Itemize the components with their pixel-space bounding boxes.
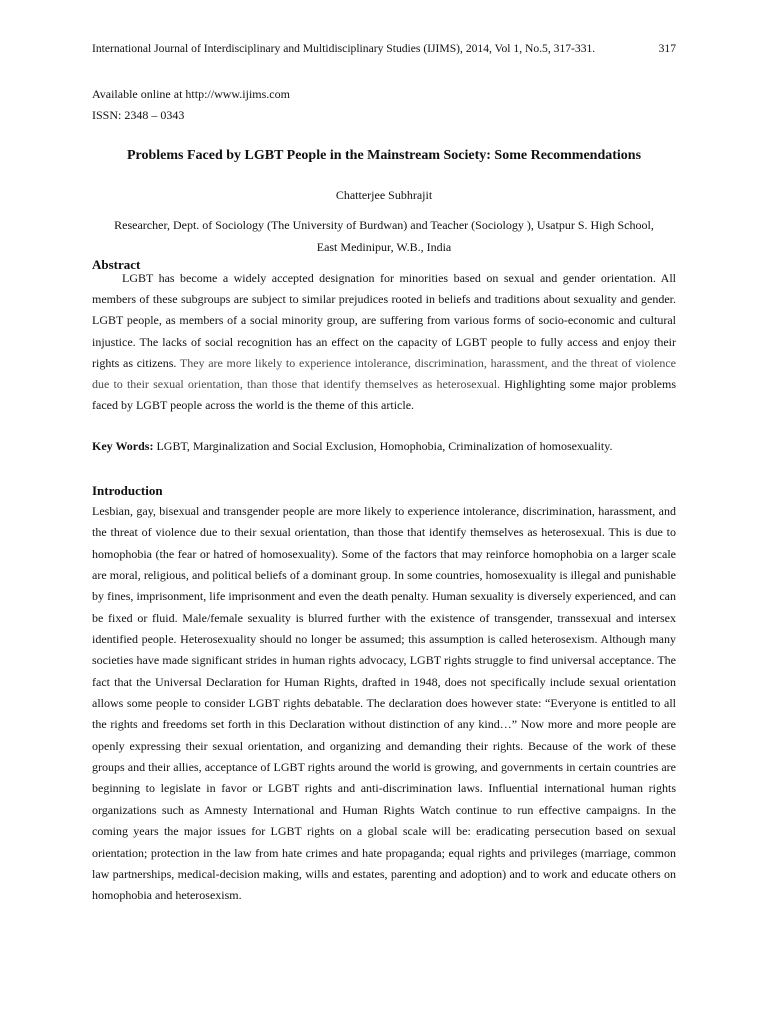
issn-line: ISSN: 2348 – 0343 [92,108,185,122]
paper-title: Problems Faced by LGBT People in the Mainstream Society: Some Recommendations [126,148,642,163]
abstract-text-2: They are more likely to experience intolerance, discrimination, harassment, and the threat of violence due to their sexual orientation, than those that identify themselves as heterosexual. [92,355,676,392]
author-name: Chatterjee Subhrajit [335,188,433,202]
abstract-heading: Abstract [92,257,141,272]
author-affiliation [92,214,676,258]
introduction-body: Lesbian, gay, bisexual and transgender people are more likely to experience intolerance, discrimination, harassment, and the threat of violence due to their sexual orientation, than those that identify themselves as heterosexual. This is due to homophobia (the fear or hatred of homosexuality). Some of the factors that may reinforce homophobia on a larger scale are moral, religious, and political beliefs of a dominant group. In some countries, homosexuality is illegal and punishable by fines, imprisonment, life imprisonment and even the death penalty. Human sexuality is diversely experienced, and can be fixed or fluid. Male/female sexuality is blurred further with the existence of transgender, transsexual and intersex identified people. Heterosexuality should no longer be assumed; this assumption is called heterosexism. Although many societies have made significant strides in human rights advocacy, LGBT rights struggle to find universal acceptance. The fact that the Universal Declaration for Human Rights, drafted in 1948, does not specifically include sexual orientation allows some people to consider LGBT rights debatable. The declaration does however state: “Everyone is entitled to all the rights and freedoms set forth in this Declaration without distinction of any kind…” Now more and more people are openly expressing their sexual orientation, and organizing and demanding their rights. Because of the work of these groups and their allies, acceptance of LGBT rights around the world is growing, and governments in certain countries are beginning to legislate in favor or LGBT rights and anti-discrimination laws. Influential international human rights organizations such as Amnesty International and Human Rights Watch continue to run effective campaigns. In the coming years the major issues for LGBT rights on a global scale will be: eradicating persecution based on sexual orientation; protection in the law from hate crimes and hate propaganda; equal rights and privileges (marriage, common law partnerships, medical-decision making, wills and estates, parenting and adoption) and to work and educate others on homophobia and heterosexism. [92,504,676,903]
keywords-line [92,438,676,454]
affiliation-line-2: East Medinipur, W.B., India [316,240,452,254]
running-header [92,42,676,56]
abstract-text-1: LGBT has become a widely accepted designation for minorities based on sexual and gender orientation. All members of these subgroups are subject to similar prejudices rooted in beliefs and traditions about sexuality and gender. LGBT people, as members of a social minority group, are suffering from various forms of socio-economic and cultural injustice. The lacks of social recognition has an effect on the capacity of LGBT people to fully access and enjoy their rights as citizens. [92,271,676,370]
abstract-body [92,268,676,416]
page-number: 317 [658,42,676,55]
affiliation-line-1: Researcher, Dept. of Sociology (The University of Burdwan) and Teacher (Sociology ), Usatpur S. High School, [114,218,654,232]
introduction-heading: Introduction [92,483,163,498]
keywords-text: LGBT, Marginalization and Social Exclusion, Homophobia, Criminalization of homosexuality. [156,439,613,453]
abstract-text-3: Highlighting some major problems faced by LGBT people across the world is the theme of this article. [92,377,676,413]
keywords-label: Key Words: [92,439,154,453]
availability-line: Available online at http://www.ijims.com [92,87,290,101]
journal-citation: International Journal of Interdisciplinary and Multidisciplinary Studies (IJIMS), 2014, Vol 1, No.5, 317-331. [92,42,596,55]
